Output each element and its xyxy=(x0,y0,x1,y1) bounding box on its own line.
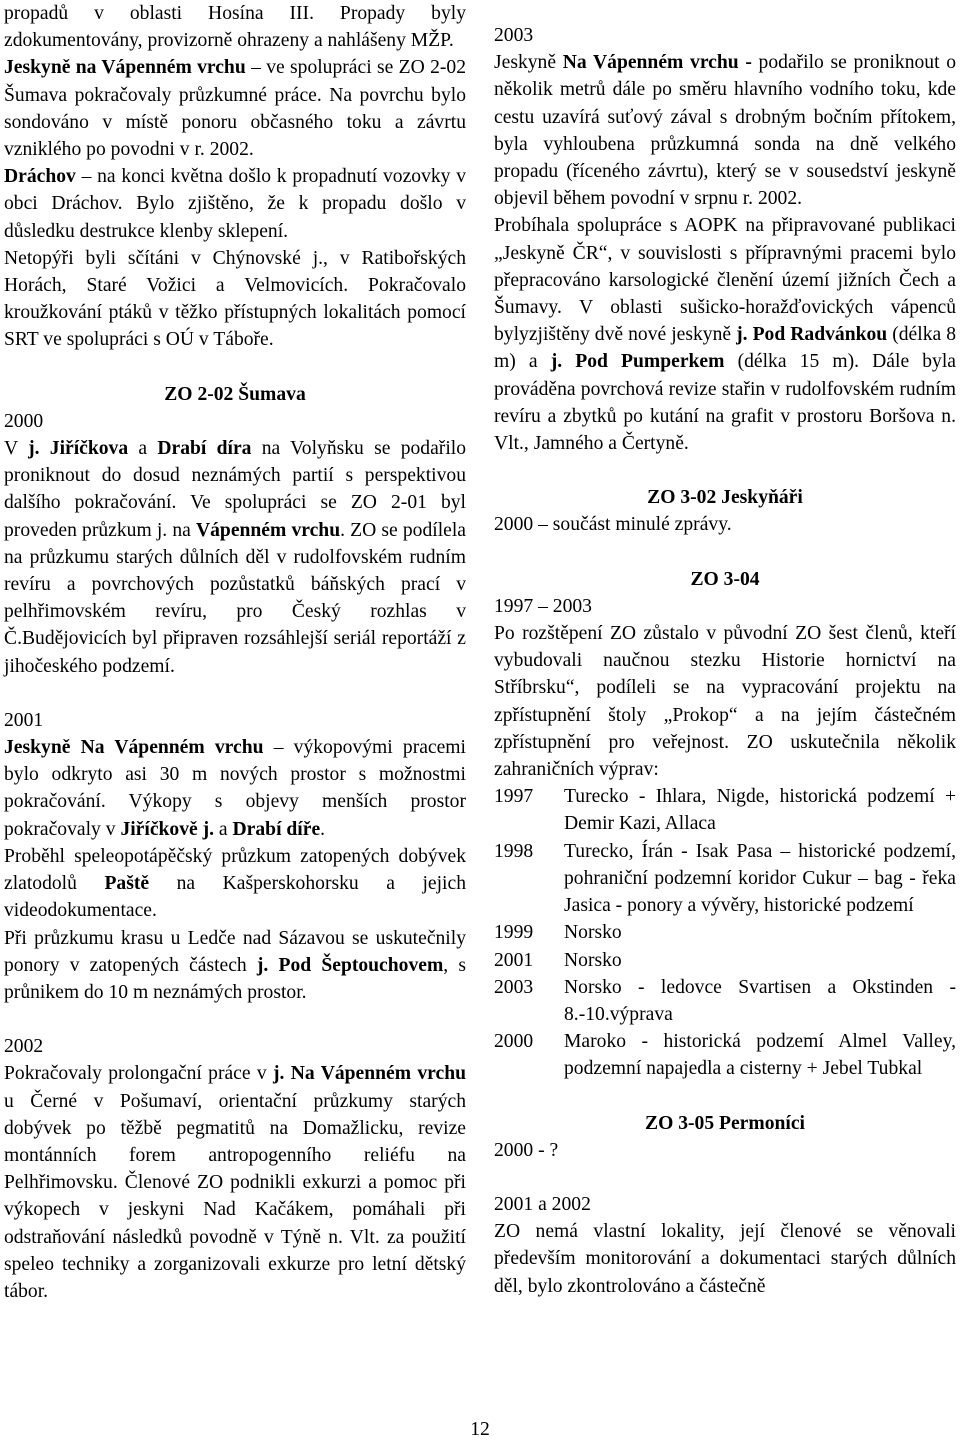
section-heading: ZO 3-04 xyxy=(690,568,760,590)
text: a xyxy=(128,438,158,460)
expedition-row xyxy=(494,947,956,974)
year-label: 2000 xyxy=(4,410,44,432)
paragraph: propadů v oblasti Hosína III. Propady byly zdokumentovány, provizorně ohrazeny a nahlášeny MŽP. xyxy=(4,3,466,52)
year-label: 2002 xyxy=(4,1036,44,1058)
expedition-year: 2000 xyxy=(494,1031,534,1053)
expedition-text: Norsko - ledovce Svartisen a Okstinden - 8.-10.výprava xyxy=(564,976,956,1025)
text: Pokračovaly prolongační práce v xyxy=(4,1063,274,1085)
paragraph xyxy=(494,212,956,457)
expedition-row xyxy=(494,838,956,920)
bold-term: j. Pod Pumperkem xyxy=(550,351,725,373)
bold-term: j. Jiříčkova xyxy=(28,438,129,460)
left-column xyxy=(4,0,466,1305)
text: – ve spolupráci se ZO 2-02 Šumava pokračovaly průzkumné práce. Na povrchu bylo sondováno v místě ponoru občasného toku a závrtu vzniklého po povodni v r. 2002. xyxy=(4,57,466,161)
right-column xyxy=(494,22,956,1300)
text: Při průzkumu krasu u Ledče nad Sázavou se uskutečnily ponory v zatopených částech xyxy=(4,927,466,976)
text: – výkopovými pracemi bylo odkryto asi 30 m nových prostor s možnostmi pokračování. Výkopy s objevy menších prostor pokračovaly v xyxy=(4,737,466,840)
bold-term: j. Na Vápenném vrchu xyxy=(273,1063,466,1085)
year-label: 2001 xyxy=(4,709,44,731)
bold-term: Vápenném vrchu xyxy=(195,519,341,541)
bold-term: Jiříčkově j. xyxy=(120,818,215,840)
paragraph: ZO nemá vlastní lokality, její členové se věnovali především monitorování a dokumentaci starých důlních děl, bylo zkontrolováno a částečně xyxy=(494,1221,956,1297)
expedition-year: 2003 xyxy=(494,976,534,998)
paragraph xyxy=(4,163,466,245)
paragraph xyxy=(4,925,466,1007)
text: na Volyňsku se podařilo proniknout do dosud neznámých partií s perspektivou dalšího pokračování. Ve spolupráci se ZO 2-01 byl proveden průzkum j. na xyxy=(4,438,467,541)
text: . xyxy=(320,818,326,840)
text: V xyxy=(4,438,29,460)
paragraph: 1997 – 2003 xyxy=(494,595,592,617)
section-heading: ZO 2-02 Šumava xyxy=(164,383,306,405)
bold-term: Drabí díře xyxy=(232,818,321,840)
text: (délka 8 m) a xyxy=(494,324,957,373)
bold-term: Drabí díra xyxy=(157,438,252,460)
paragraph xyxy=(494,49,956,212)
text: na Kašperskohorsku a jejich videodokumentace. xyxy=(4,873,466,922)
expedition-row xyxy=(494,919,956,946)
bold-term: Jeskyně Na Vápenném vrchu xyxy=(4,737,264,759)
paragraph xyxy=(4,1060,466,1305)
text: . ZO se podílela na průzkumu starých důlních děl v rudolfovském rudním revíru a povrchových pozůstatků báňských prací v pelhřimovském revíru, pro Český rozhlas v Č.Budějovicích byl připraven rozsáhlejší seriál reportáží z jihočeského podzemí. xyxy=(4,519,466,677)
year-label: 2003 xyxy=(494,25,534,46)
text: a xyxy=(214,818,233,840)
text: u Černé v Pošumaví, orientační průzkumy starých dobývek po těžbě pegmatitů na Domažlicku, revize montánních forem antropogenního reliéfu na Pelhřimovsku. Členové ZO podnikli exkurzi a pomoc při výkopech v jeskyni Nad Kačákem, pomáhali při odstraňování následků povodně v Týně n. Vlt. za použití speleo techniky a zorganizovali exkurze pro letní dětský tábor. xyxy=(4,1090,466,1302)
page-number: 12 xyxy=(470,1419,490,1440)
paragraph xyxy=(4,734,466,843)
expedition-year: 2001 xyxy=(494,949,534,971)
paragraph: 2001 a 2002 xyxy=(494,1193,591,1215)
paragraph: 2000 – součást minulé zprávy. xyxy=(494,514,732,536)
bold-term: Paště xyxy=(104,873,150,895)
paragraph: Po rozštěpení ZO zůstalo v původní ZO šest členů, kteří vybudovali naučnou stezku Historie hornictví na Stříbrsku“, podíleli se na vypracování projektu na zpřístupnění štoly „Prokop“ a na jejím částečném zpřístupnění pro veřejnost. ZO uskutečnila několik zahraničních výprav: xyxy=(494,623,956,781)
paragraph xyxy=(4,54,466,163)
bold-term: j. Pod Šeptouchovem xyxy=(256,954,444,976)
expedition-year: 1997 xyxy=(494,786,534,808)
bold-term: Dráchov xyxy=(4,166,76,188)
text: Probíhala spolupráce s AOPK na připravované publikaci „Jeskyně ČR“, v souvislosti s přípravnými pracemi bylo přepracováno karsologické členění území jižních Čech a Šumavy. V oblasti sušicko-horažďovických vápenců bylyzjištěny dvě nové jeskyně xyxy=(494,215,956,346)
text: Jeskyně xyxy=(494,52,563,74)
paragraph: 2000 - ? xyxy=(494,1139,559,1161)
bold-term: j. Pod Radvánkou xyxy=(736,324,888,346)
expedition-year: 1998 xyxy=(494,840,534,862)
expedition-text: Turecko, Írán - Isak Pasa – historické podzemí, pohraniční podzemní koridor Cukur – bag - řeka Jasica - ponory a vývěry, historické podzemí xyxy=(564,840,956,917)
expedition-row xyxy=(494,1028,956,1082)
section-heading: ZO 3-02 Jeskyňáři xyxy=(647,487,803,509)
paragraph xyxy=(4,843,466,925)
bold-term: Na Vápenném vrchu - xyxy=(562,52,752,74)
paragraph xyxy=(4,435,466,680)
expedition-row xyxy=(494,974,956,1028)
expedition-text: Maroko - historická podzemí Almel Valley, podzemní napajedla a cisterny + Jebel Tubkal xyxy=(564,1031,956,1080)
section-heading: ZO 3-05 Permoníci xyxy=(645,1112,805,1134)
text: , s průnikem do 10 m neznámých prostor. xyxy=(4,954,466,1003)
expedition-text: Norsko xyxy=(564,922,622,944)
expedition-row xyxy=(494,783,956,837)
text: – na konci května došlo k propadnutí vozovky v obci Dráchov. Bylo zjištěno, že k propadu došlo v důsledku destrukce klenby sklepení. xyxy=(4,166,466,242)
text: podařilo se proniknout o několik metrů dále po směru hlavního vodního toku, kde cestu uzavírá suťový zával s drobným bočním přítokem, byla vyhloubena průzkumná sonda na dně velkého propadu (říceného závrtu), který se v sousedství jeskyně objevil během povodní v srpnu r. 2002. xyxy=(494,52,957,210)
expedition-year: 1999 xyxy=(494,922,534,944)
expedition-text: Turecko - Ihlara, Nigde, historická podzemí + Demir Kazi, Allaca xyxy=(564,786,956,835)
bold-term: Jeskyně na Vápenném vrchu xyxy=(4,57,246,79)
paragraph: Netopýři byli sčítáni v Chýnovské j., v Ratibořských Horách, Staré Vožici a Velmovicích. Pokračovalo kroužkování ptáků v těžko přístupných lokalitách pomocí SRT ve spolupráci s OÚ v Táboře. xyxy=(4,247,466,351)
text: (délka 15 m). Dále byla prováděna povrchová revize stařin v rudolfovském rudním revíru a zbytků po kutání na grafit v prostoru Boršova n. Vlt., Jamného a Čertyně. xyxy=(494,351,956,455)
text: Proběhl speleopotápěčský průzkum zatopených dobývek zlatodolů xyxy=(4,845,466,895)
expedition-text: Norsko xyxy=(564,949,622,971)
